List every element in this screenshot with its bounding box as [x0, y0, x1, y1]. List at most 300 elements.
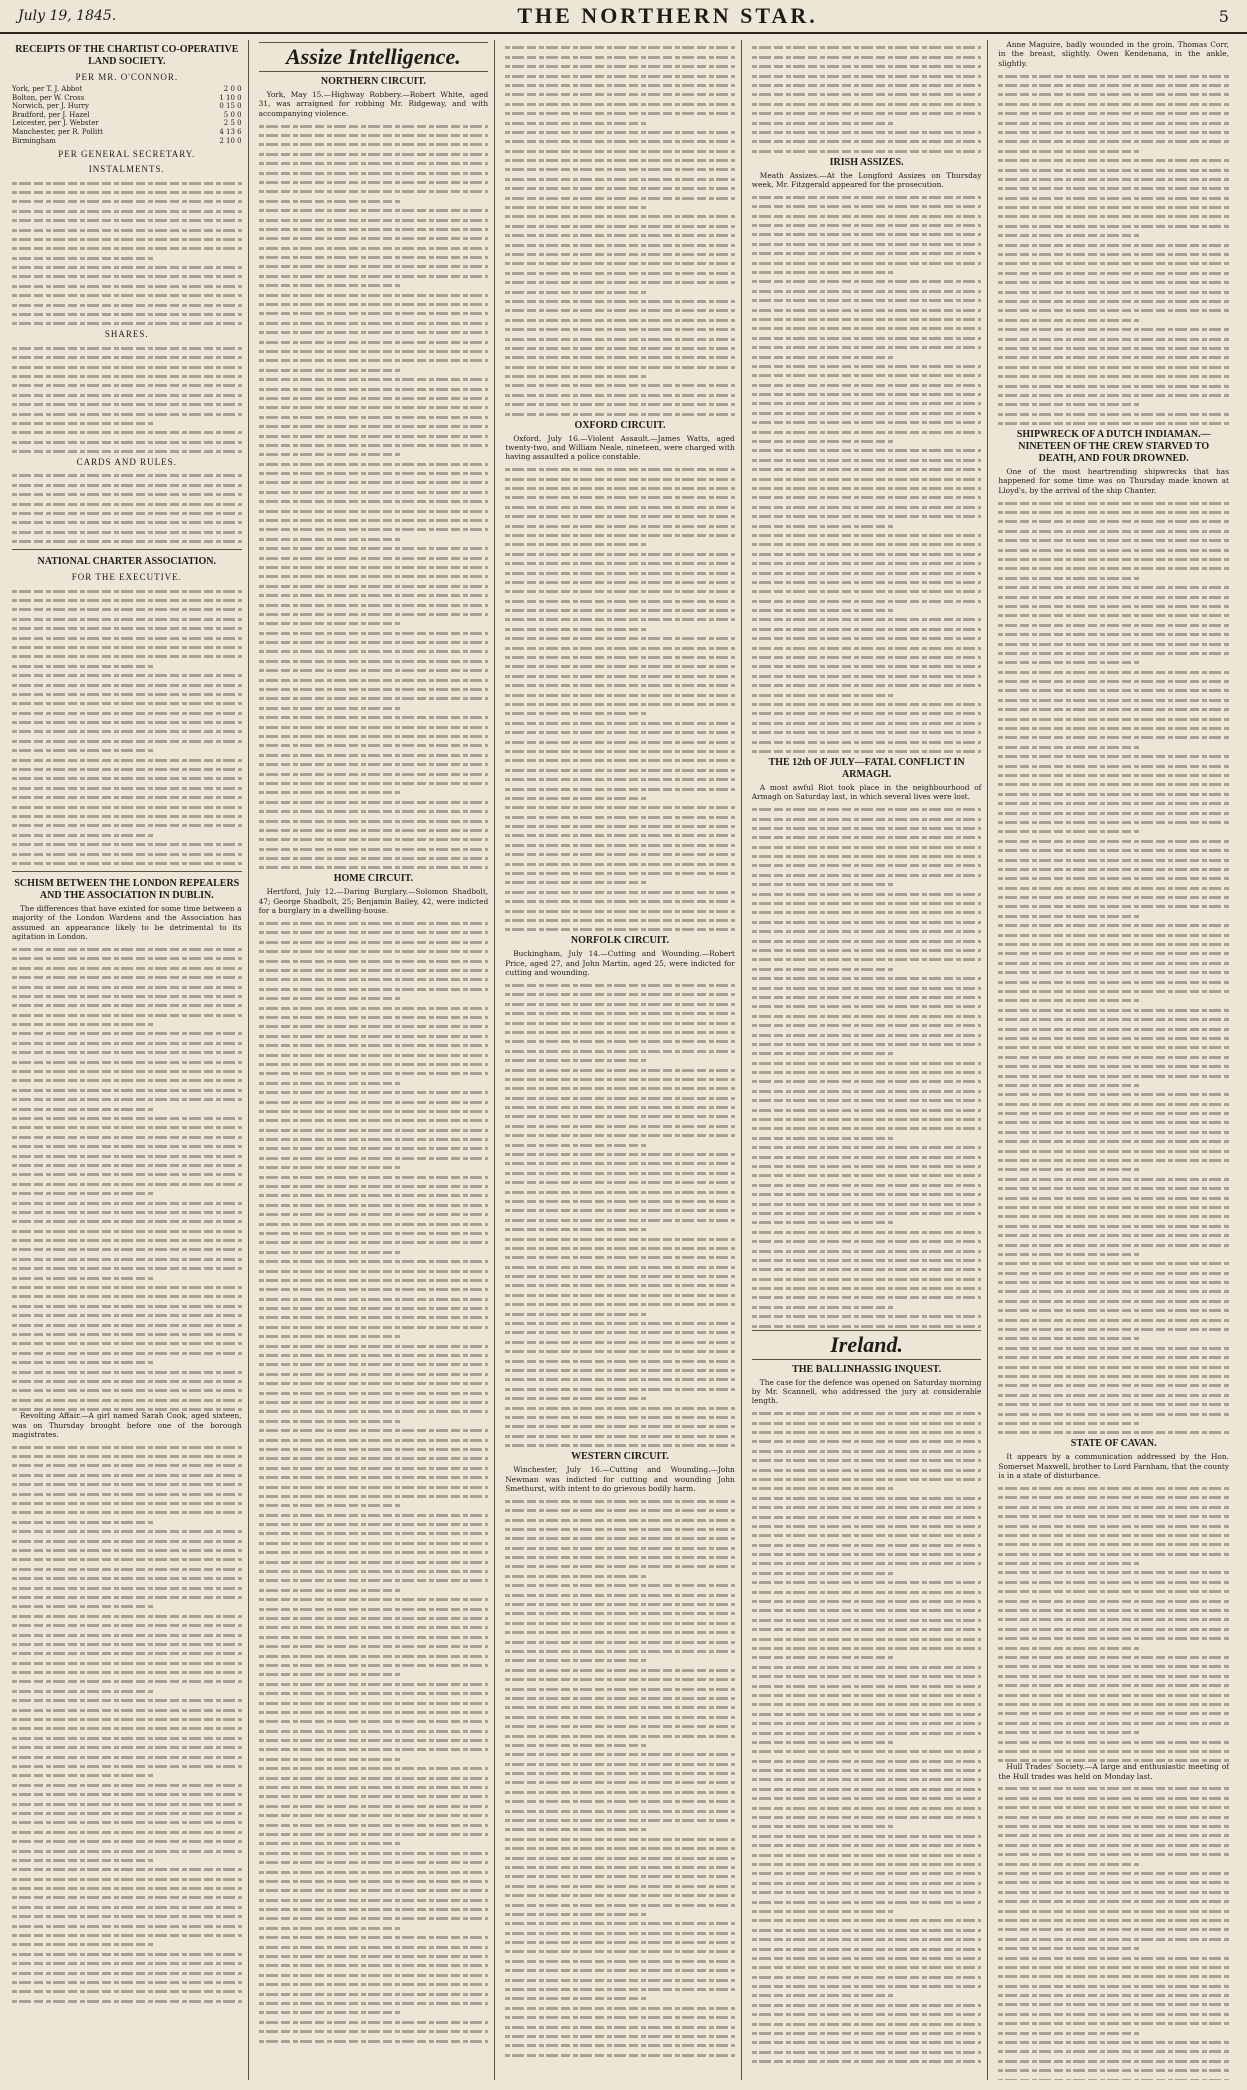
column-4	[752, 40, 989, 2080]
text-line	[259, 1213, 489, 1216]
text-line	[259, 857, 489, 860]
text-line	[752, 930, 982, 933]
text-line	[505, 1706, 735, 1709]
text-line	[998, 1300, 1229, 1303]
text-line	[752, 1203, 982, 1206]
text-line	[12, 1014, 242, 1017]
text-line	[259, 1871, 489, 1874]
text-line	[752, 112, 982, 115]
northern-circuit-heading: NORTHERN CIRCUIT.	[320, 76, 426, 87]
land-society-heading: RECEIPTS OF THE CHARTIST CO-OPERATIVE LAND SOCIETY.	[15, 44, 239, 67]
text-line	[752, 224, 982, 227]
text-line	[259, 303, 489, 306]
text-line	[259, 1767, 489, 1770]
continued-text	[505, 46, 735, 415]
text-line	[752, 902, 982, 905]
text-line	[259, 997, 401, 1000]
text-line	[998, 1046, 1229, 1049]
text-line	[505, 825, 735, 828]
text-line	[505, 2007, 735, 2010]
text-line	[259, 1739, 489, 1742]
subscription-amount: 1 10 0	[219, 93, 242, 102]
text-line	[752, 1034, 982, 1037]
text-line	[12, 531, 242, 534]
text-line	[752, 1534, 982, 1537]
text-line	[259, 1927, 401, 1930]
western-circuit-body	[505, 1500, 735, 2057]
text-line	[505, 1407, 735, 1410]
text-line	[505, 1819, 735, 1822]
text-line	[259, 1260, 489, 1263]
text-line	[259, 1044, 489, 1047]
text-line	[259, 1532, 489, 1535]
text-line	[505, 328, 735, 331]
text-line	[505, 413, 735, 416]
norfolk-circuit-heading: NORFOLK CIRCUIT.	[570, 935, 670, 947]
text-line	[12, 1615, 242, 1618]
text-line	[505, 900, 735, 903]
text-line	[259, 1993, 489, 1996]
text-line	[752, 2041, 982, 2044]
text-line	[505, 1115, 735, 1118]
text-line	[259, 1495, 489, 1498]
text-line	[998, 1543, 1229, 1546]
text-line	[998, 1590, 1229, 1593]
text-line	[998, 1797, 1229, 1800]
text-line	[259, 1091, 489, 1094]
text-line	[998, 1891, 1229, 1894]
text-line	[998, 1975, 1229, 1978]
text-line	[259, 604, 489, 607]
text-line	[752, 459, 982, 462]
text-line	[998, 1571, 1229, 1574]
text-line	[259, 200, 401, 203]
text-line	[752, 1240, 982, 1243]
text-line	[12, 1239, 242, 1242]
text-line	[505, 1378, 735, 1381]
text-line	[752, 1769, 982, 1772]
text-line	[505, 487, 735, 490]
text-line	[259, 219, 489, 222]
text-line	[752, 103, 982, 106]
text-line	[259, 641, 489, 644]
text-line	[259, 1795, 489, 1798]
text-line	[259, 1270, 489, 1273]
text-line	[998, 328, 1229, 331]
text-line	[259, 453, 401, 456]
text-line	[505, 1191, 735, 1194]
text-line	[505, 103, 735, 106]
text-line	[998, 1881, 1229, 1884]
text-line	[752, 487, 982, 490]
text-line	[752, 1732, 982, 1735]
text-line	[505, 562, 735, 565]
text-line	[998, 943, 1229, 946]
text-line	[505, 1050, 735, 1053]
divider	[12, 871, 242, 872]
text-line	[752, 56, 982, 59]
text-line	[752, 1581, 982, 1584]
text-line	[752, 1118, 982, 1121]
text-line	[259, 950, 489, 953]
text-line	[752, 150, 982, 153]
text-line	[12, 1070, 242, 1073]
text-line	[505, 1106, 735, 1109]
text-line	[998, 1375, 1229, 1378]
home-circuit-body	[259, 922, 489, 2042]
text-line	[752, 1891, 982, 1894]
text-line	[752, 1647, 982, 1650]
text-line	[998, 1910, 1229, 1913]
text-line	[505, 1744, 647, 1747]
subscription-amount: 2 5 0	[223, 119, 242, 128]
text-line	[998, 1394, 1229, 1397]
text-line	[259, 1204, 489, 1207]
text-line	[259, 1410, 489, 1413]
text-line	[998, 539, 1229, 542]
text-line	[259, 688, 489, 691]
text-line	[12, 182, 242, 185]
text-line	[998, 272, 1229, 275]
text-line	[505, 618, 735, 621]
text-line	[12, 431, 242, 434]
text-line	[998, 577, 1141, 580]
text-line	[259, 1589, 401, 1592]
text-line	[505, 1969, 735, 1972]
text-line	[752, 1835, 982, 1838]
text-line	[752, 1487, 894, 1490]
text-line	[505, 1932, 735, 1935]
text-line	[752, 703, 982, 706]
text-line	[12, 1202, 242, 1205]
text-line	[12, 257, 154, 260]
text-line	[12, 1389, 242, 1392]
text-line	[752, 827, 982, 830]
text-line	[998, 150, 1141, 153]
text-line	[12, 304, 242, 307]
text-line	[752, 1901, 982, 1904]
text-line	[505, 244, 735, 247]
oxford-circuit-text: Oxford, July 16.—Violent Assault.—James Watts, aged twenty-two, and William Neale, nineteen, were charged with having assaulted a police constable.	[505, 433, 735, 462]
text-line	[259, 1316, 489, 1319]
text-line	[12, 1098, 242, 1101]
text-line	[505, 684, 735, 687]
text-line	[259, 1523, 489, 1526]
text-line	[259, 378, 489, 381]
text-line	[12, 768, 242, 771]
subscription-row	[12, 111, 242, 120]
text-line	[12, 1117, 242, 1120]
text-line	[998, 1741, 1229, 1744]
text-line	[12, 356, 242, 359]
text-line	[505, 778, 735, 781]
text-line	[505, 1828, 647, 1831]
text-line	[259, 406, 489, 409]
text-line	[12, 1333, 242, 1336]
text-line	[752, 1638, 982, 1641]
text-line	[259, 1035, 489, 1038]
text-line	[998, 624, 1229, 627]
subscription-name: York, per T. J. Abbot	[12, 85, 83, 93]
text-line	[752, 84, 982, 87]
text-line	[998, 1647, 1141, 1650]
column-2	[259, 40, 496, 2080]
text-line	[505, 919, 735, 922]
text-line	[752, 637, 982, 640]
text-line	[998, 689, 1229, 692]
text-line	[12, 1136, 242, 1139]
text-line	[752, 1146, 982, 1149]
text-line	[505, 1725, 735, 1728]
text-line	[752, 2060, 982, 2063]
text-line	[998, 999, 1141, 1002]
text-line	[12, 540, 242, 543]
text-line	[505, 178, 735, 181]
oxford-circuit-heading: OXFORD CIRCUIT.	[574, 419, 666, 431]
text-line	[12, 375, 242, 378]
text-line	[259, 1373, 489, 1376]
text-line	[752, 1788, 982, 1791]
text-line	[505, 665, 735, 668]
text-line	[998, 385, 1229, 388]
text-line	[505, 525, 735, 528]
text-line	[998, 2060, 1229, 2063]
text-line	[505, 515, 735, 518]
text-line	[998, 971, 1229, 974]
text-line	[505, 225, 735, 228]
text-line	[505, 984, 735, 987]
text-line	[259, 1833, 489, 1836]
text-line	[998, 1496, 1229, 1499]
text-line	[259, 397, 489, 400]
text-line	[752, 684, 982, 687]
irish-assizes-heading: IRISH ASSIZES.	[829, 156, 904, 168]
text-line	[998, 1065, 1229, 1068]
text-line	[998, 1675, 1229, 1678]
text-line	[12, 1446, 242, 1449]
text-line	[12, 986, 242, 989]
text-line	[505, 1669, 735, 1672]
text-line	[998, 530, 1229, 533]
text-line	[752, 1741, 894, 1744]
text-line	[752, 421, 982, 424]
text-line	[259, 1561, 489, 1564]
text-line	[505, 759, 735, 762]
text-line	[998, 981, 1229, 984]
text-line	[998, 1618, 1229, 1621]
text-line	[12, 1248, 242, 1251]
text-line	[752, 1469, 982, 1472]
text-line	[12, 1305, 242, 1308]
text-line	[259, 1655, 489, 1658]
text-line	[12, 1474, 242, 1477]
text-line	[259, 1983, 489, 1986]
text-line	[12, 655, 242, 658]
text-line	[505, 1838, 735, 1841]
text-line	[998, 915, 1141, 918]
text-line	[505, 609, 735, 612]
text-line	[505, 253, 735, 256]
text-line	[259, 341, 489, 344]
text-line	[752, 1287, 982, 1290]
text-line	[998, 680, 1229, 683]
text-line	[998, 1731, 1141, 1734]
text-line	[998, 661, 1141, 664]
text-line	[752, 1516, 982, 1519]
column-1	[12, 40, 249, 2080]
text-line	[752, 1685, 982, 1688]
text-line	[12, 1756, 242, 1759]
text-line	[12, 1634, 242, 1637]
text-line	[12, 995, 242, 998]
text-line	[259, 1664, 489, 1667]
text-line	[998, 347, 1229, 350]
text-line	[998, 375, 1229, 378]
text-line	[998, 300, 1229, 303]
text-line	[505, 1144, 647, 1147]
text-line	[505, 366, 735, 369]
text-line	[259, 988, 489, 991]
text-line	[505, 159, 735, 162]
text-line	[505, 1022, 735, 1025]
text-line	[259, 1016, 489, 1019]
text-line	[998, 338, 1229, 341]
northern-circuit-text: York, May 15.—Highway Robbery.—Robert White, aged 31, was arraigned for robbing Mr. Ridgeway, and with accompanying violence.	[258, 90, 489, 118]
text-line	[752, 1497, 982, 1500]
text-line	[505, 1078, 735, 1081]
text-line	[259, 1110, 489, 1113]
text-line	[505, 1885, 735, 1888]
text-line	[505, 694, 735, 697]
text-line	[259, 922, 489, 925]
text-line	[259, 1354, 489, 1357]
text-line	[752, 356, 894, 359]
text-line	[259, 1899, 489, 1902]
text-line	[12, 1906, 242, 1909]
text-line	[12, 1605, 154, 1608]
text-line	[998, 1562, 1141, 1565]
text-line	[998, 558, 1229, 561]
text-line	[752, 977, 982, 980]
text-line	[505, 338, 735, 341]
text-line	[752, 581, 982, 584]
text-line	[752, 562, 982, 565]
text-line	[752, 337, 982, 340]
text-line	[259, 275, 489, 278]
text-line	[505, 150, 735, 153]
text-line	[259, 566, 489, 569]
text-line	[259, 491, 489, 494]
text-line	[998, 2069, 1229, 2072]
text-line	[259, 1946, 489, 1949]
text-line	[752, 553, 982, 556]
text-line	[505, 1284, 735, 1287]
text-line	[752, 496, 982, 499]
masthead	[0, 0, 1247, 34]
text-line	[259, 2040, 489, 2043]
text-line	[998, 821, 1229, 824]
text-line	[505, 1781, 735, 1784]
text-line	[259, 1608, 489, 1611]
text-line	[998, 1787, 1229, 1790]
text-line	[505, 741, 735, 744]
text-line	[505, 1603, 735, 1606]
text-line	[259, 1457, 489, 1460]
text-line	[259, 481, 489, 484]
text-line	[998, 765, 1229, 768]
text-line	[998, 1028, 1229, 1031]
text-line	[505, 122, 647, 125]
text-line	[998, 1834, 1229, 1837]
text-line	[505, 1875, 735, 1878]
text-line	[505, 46, 735, 49]
text-line	[259, 613, 489, 616]
text-line	[998, 1487, 1229, 1490]
text-line	[752, 2013, 982, 2016]
text-line	[12, 777, 242, 780]
text-line	[12, 1502, 242, 1505]
text-line	[12, 1108, 154, 1111]
text-line	[998, 708, 1229, 711]
divider	[12, 549, 242, 550]
text-line	[505, 1425, 735, 1428]
text-line	[12, 403, 242, 406]
text-line	[505, 1435, 735, 1438]
text-line	[998, 905, 1229, 908]
text-line	[752, 1071, 982, 1074]
text-line	[259, 1824, 489, 1827]
text-line	[505, 1575, 647, 1578]
text-line	[998, 718, 1229, 721]
text-line	[259, 1288, 489, 1291]
text-line	[752, 1675, 982, 1678]
text-line	[752, 1450, 982, 1453]
text-line	[259, 1673, 401, 1676]
text-line	[259, 1814, 489, 1817]
text-line	[505, 1697, 735, 1700]
text-line	[12, 1859, 154, 1862]
text-line	[259, 322, 489, 325]
text-line	[12, 1624, 242, 1627]
text-line	[12, 1587, 242, 1590]
text-line	[998, 502, 1229, 505]
subscription-row	[12, 85, 242, 94]
text-line	[505, 1247, 735, 1250]
text-line	[998, 1112, 1229, 1115]
text-line	[259, 1025, 489, 1028]
text-line	[752, 818, 982, 821]
text-line	[505, 1735, 735, 1738]
text-line	[998, 234, 1141, 237]
text-line	[259, 463, 489, 466]
text-line	[259, 744, 489, 747]
text-line	[505, 1941, 735, 1944]
shares-body	[12, 347, 242, 453]
text-line	[505, 1087, 735, 1090]
text-line	[998, 1919, 1229, 1922]
text-line	[12, 730, 242, 733]
text-line	[12, 1662, 242, 1665]
text-line	[12, 590, 242, 593]
text-line	[998, 2013, 1229, 2016]
text-line	[12, 285, 242, 288]
text-line	[12, 1962, 242, 1965]
text-line	[259, 773, 489, 776]
text-line	[998, 1600, 1229, 1603]
text-line	[505, 788, 735, 791]
text-line	[259, 632, 489, 635]
text-line	[752, 384, 982, 387]
